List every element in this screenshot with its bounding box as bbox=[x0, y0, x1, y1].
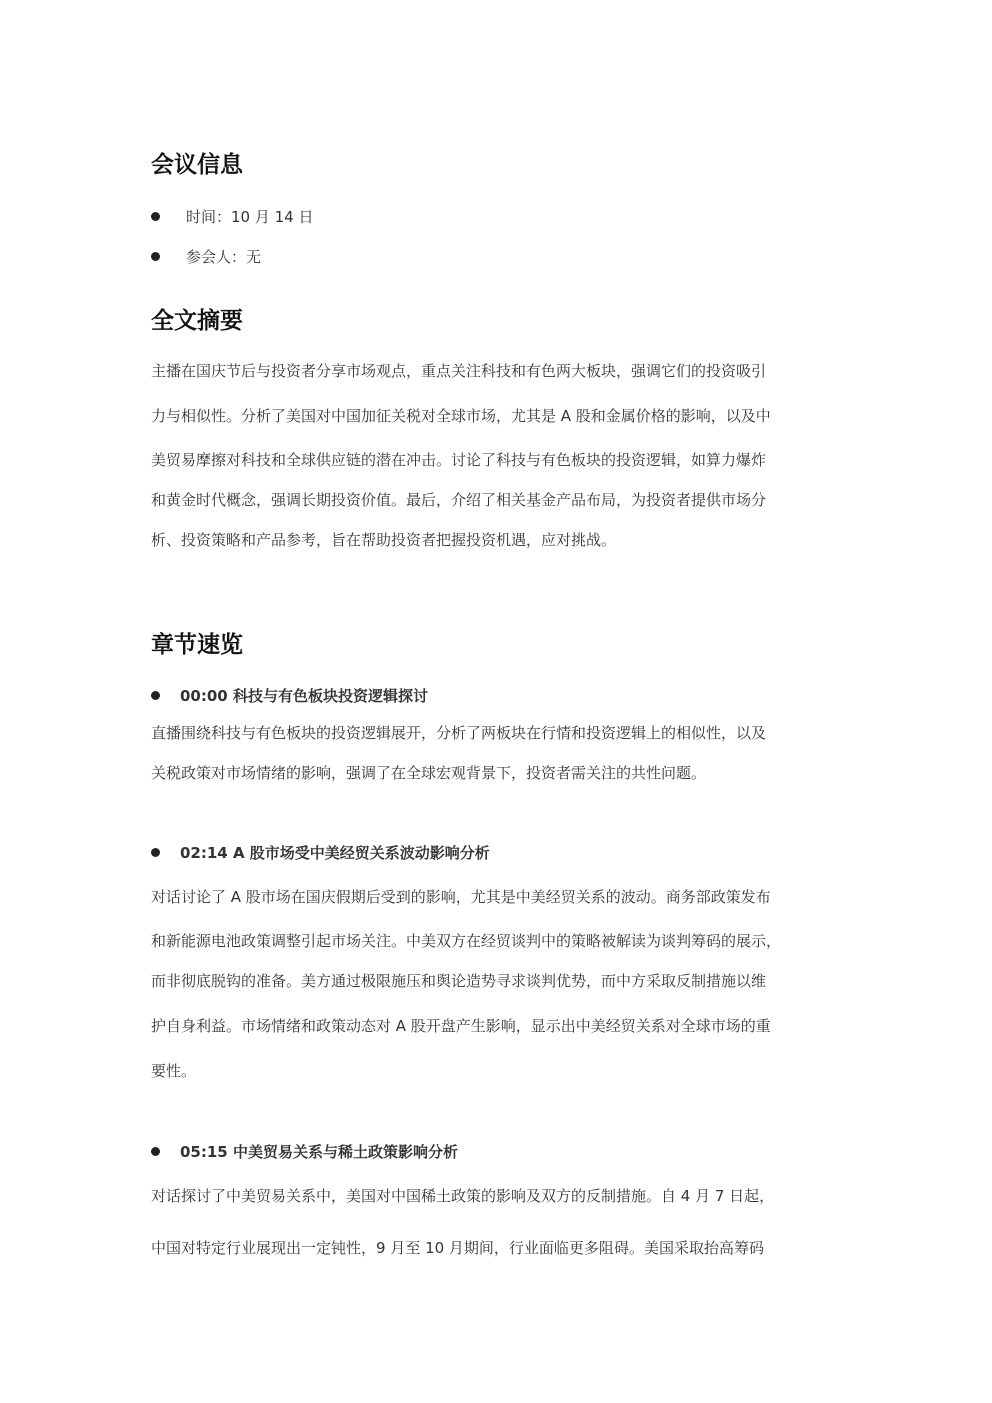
meeting-info-heading: 会议信息 bbox=[151, 152, 243, 178]
chapter-title: 00:00 科技与有色板块投资逻辑探讨 bbox=[180, 686, 428, 705]
chapter-line: 关税政策对市场情绪的影响，强调了在全球宏观背景下，投资者需关注的共性问题。 bbox=[151, 764, 707, 782]
summary-line: 和黄金时代概念，强调长期投资价值。最后，介绍了相关基金产品布局，为投资者提供市场分 bbox=[151, 491, 767, 509]
chapter-title: 02:14 A 股市场受中美经贸关系波动影响分析 bbox=[180, 843, 490, 862]
bullet-icon bbox=[151, 1147, 160, 1156]
meeting-participants: 参会人：无 bbox=[186, 247, 262, 266]
meeting-participants-item bbox=[151, 244, 261, 268]
summary-line: 主播在国庆节后与投资者分享市场观点，重点关注科技和有色两大板块，强调它们的投资吸引 bbox=[151, 362, 767, 380]
chapter-line: 要性。 bbox=[151, 1062, 197, 1080]
summary-line: 析、投资策略和产品参考，旨在帮助投资者把握投资机遇，应对挑战。 bbox=[151, 531, 617, 549]
chapter-title-item bbox=[151, 1139, 458, 1163]
chapter-title-item bbox=[151, 840, 490, 864]
chapter-title: 05:15 中美贸易关系与稀土政策影响分析 bbox=[180, 1142, 458, 1161]
summary-line: 力与相似性。分析了美国对中国加征关税对全球市场，尤其是 A 股和金属价格的影响，以及中 bbox=[151, 407, 771, 425]
bullet-icon bbox=[151, 212, 160, 221]
bullet-icon bbox=[151, 252, 160, 261]
bullet-icon bbox=[151, 848, 160, 857]
summary-line: 美贸易摩擦对科技和全球供应链的潜在冲击。讨论了科技与有色板块的投资逻辑，如算力爆炸 bbox=[151, 451, 767, 469]
chapter-line: 对话探讨了中美贸易关系中，美国对中国稀土政策的影响及双方的反制措施。自 4 月 7 日起， bbox=[151, 1187, 775, 1205]
meeting-time-item bbox=[151, 204, 313, 228]
chapter-line: 和新能源电池政策调整引起市场关注。中美双方在经贸谈判中的策略被解读为谈判筹码的展示， bbox=[151, 932, 782, 950]
summary-heading: 全文摘要 bbox=[151, 308, 243, 334]
chapter-line: 护自身利益。市场情绪和政策动态对 A 股开盘产生影响，显示出中美经贸关系对全球市场的重 bbox=[151, 1017, 771, 1035]
chapter-line: 直播围绕科技与有色板块的投资逻辑展开，分析了两板块在行情和投资逻辑上的相似性，以及 bbox=[151, 724, 767, 742]
chapter-title-item bbox=[151, 683, 428, 707]
chapter-line: 而非彻底脱钩的准备。美方通过极限施压和舆论造势寻求谈判优势，而中方采取反制措施以维 bbox=[151, 972, 767, 990]
bullet-icon bbox=[151, 691, 160, 700]
chapter-line: 对话讨论了 A 股市场在国庆假期后受到的影响，尤其是中美经贸关系的波动。商务部政策发布 bbox=[151, 888, 771, 906]
chapters-heading: 章节速览 bbox=[151, 632, 243, 658]
meeting-time: 时间：10 月 14 日 bbox=[186, 207, 314, 226]
chapter-line: 中国对特定行业展现出一定钝性，9 月至 10 月期间，行业面临更多阻碍。美国采取抬高筹码 bbox=[151, 1239, 764, 1257]
